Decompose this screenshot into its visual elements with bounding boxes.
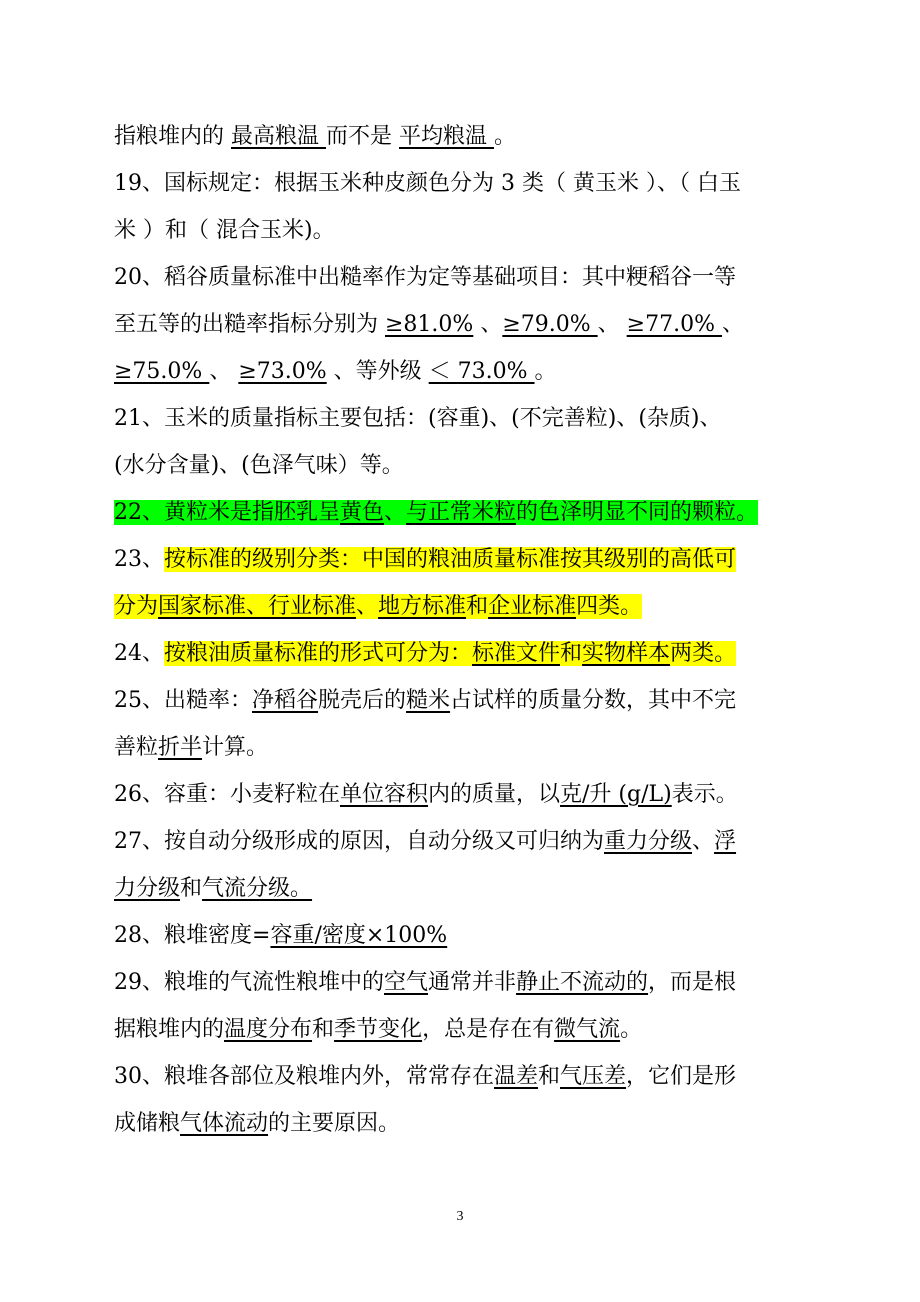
text-segment: 。 [494,124,517,149]
underlined-answer: 气流分级。 [202,876,313,901]
text-segment: 米 ）和（ 混合玉米)。 [114,218,335,243]
underlined-answer: ≥75.0% [114,359,210,384]
text-segment: 、 [597,312,627,337]
underlined-answer: 温差 [494,1064,539,1089]
highlighted-text: 的色泽明显不同的颗粒。 [516,500,759,525]
text-segment: 、 [692,829,715,854]
underlined-answer: ＜ 73.0% [428,359,535,384]
text-segment: 据粮堆内的 [114,1017,225,1042]
underlined-answer: 最高粮温 [231,124,326,149]
text-line [114,489,814,536]
text-segment: 21、玉米的质量指标主要包括：(容重)、(不完善粒)、(杂质)、 [114,406,722,431]
text-line [114,1053,814,1100]
text-segment: 25、出糙率： [114,688,252,713]
text-segment: ，它们是形 [626,1064,737,1089]
underlined-answer: ≥79.0% [502,312,598,337]
text-segment: 表示。 [671,782,738,807]
page-number: 3 [456,1209,464,1224]
text-line [114,536,814,583]
text-segment: 19、国标规定：根据玉米种皮颜色分为 3 类（ 黄玉米 ）、（ 白玉 [114,171,741,196]
text-line [114,959,814,1006]
underlined-answer: 容重/密度×100% [270,923,448,948]
text-line [114,912,814,959]
highlighted-text: 与正常米粒 [406,500,517,525]
text-line [114,1006,814,1053]
underlined-answer: ≥73.0% [238,359,327,384]
text-segment: 而不是 [326,124,399,149]
text-segment: 和 [180,876,203,901]
text-segment: 、 [473,312,503,337]
underlined-answer: 气体流动 [180,1111,269,1136]
highlighted-text: 分为 [114,594,159,619]
underlined-answer: 浮 [714,829,737,854]
text-segment: 和 [538,1064,561,1089]
underlined-answer: 气压差 [560,1064,627,1089]
text-segment: 成储粮 [114,1111,181,1136]
underlined-answer: 力分级 [114,876,181,901]
highlighted-text: 、 [384,500,407,525]
text-line [114,442,814,489]
underlined-answer: 重力分级 [604,829,693,854]
text-line [114,348,814,395]
text-segment: 29、粮堆的气流性粮堆中的 [114,970,384,995]
text-segment: 通常并非 [428,970,517,995]
text-segment: 善粒 [114,735,159,760]
text-line [114,583,814,630]
text-segment: 。 [620,1017,643,1042]
text-segment: 23、 [114,547,164,572]
text-segment: 脱壳后的 [318,688,407,713]
text-line [114,818,814,865]
text-line [114,160,814,207]
text-segment: 指粮堆内的 [114,124,231,149]
highlighted-text: 企业标准 [488,594,577,619]
highlighted-text: 国家标准、行业标准 [158,594,357,619]
text-segment: (水分含量)、(色泽气味）等。 [114,453,404,478]
highlighted-text: 按标准的级别分类：中国的粮油质量标准按其级别的高低可 [164,547,737,572]
underlined-answer: ≥81.0% [385,312,474,337]
text-line [114,865,814,912]
text-line [114,254,814,301]
text-segment: 和 [312,1017,335,1042]
highlighted-text: 地方标准 [378,594,467,619]
document-body [114,113,814,1147]
highlighted-text: 黄色 [340,500,385,525]
underlined-answer: 空气 [384,970,429,995]
text-segment: 至五等的出糙率指标分别为 [114,312,385,337]
underlined-answer: 净稻谷 [252,688,319,713]
highlighted-text: 标准文件 [472,641,561,666]
highlighted-text: 实物样本 [582,641,671,666]
text-segment: 27、按自动分级形成的原因，自动分级又可归纳为 [114,829,604,854]
text-segment: 。 [534,359,557,384]
text-line [114,630,814,677]
text-segment: 26、容重：小麦籽粒在 [114,782,340,807]
text-segment: ，而是根 [648,970,737,995]
highlighted-text: 、 [356,594,379,619]
highlighted-text: 按粮油质量标准的形式可分为： [164,641,473,666]
text-segment: 20、稻谷质量标准中出糙率作为定等基础项目：其中粳稻谷一等 [114,265,736,290]
text-segment: 24、 [114,641,164,666]
text-segment: ，总是存在有 [422,1017,555,1042]
underlined-answer: ≥77.0% [626,312,722,337]
text-segment: 、 [209,359,239,384]
underlined-answer: 平均粮温 [399,124,494,149]
text-line [114,724,814,771]
underlined-answer: 折半 [158,735,203,760]
text-line [114,113,814,160]
underlined-answer: 糙米 [406,688,451,713]
text-line [114,207,814,254]
highlighted-text: 22、黄粒米是指胚乳呈 [114,500,340,525]
highlighted-text: 和 [560,641,583,666]
highlighted-text: 两类。 [670,641,737,666]
text-segment: 占试样的质量分数，其中不完 [450,688,737,713]
text-segment: 内的质量，以 [428,782,561,807]
text-segment: 的主要原因。 [268,1111,401,1136]
underlined-answer: 微气流 [554,1017,621,1042]
text-segment: 、 [721,312,744,337]
text-segment: 、等外级 [326,359,429,384]
text-line [114,395,814,442]
text-line [114,677,814,724]
underlined-answer: 温度分布 [224,1017,313,1042]
text-segment: 计算。 [202,735,269,760]
text-line [114,301,814,348]
underlined-answer: 静止不流动的 [516,970,649,995]
text-line [114,771,814,818]
highlighted-text: 四类。 [576,594,643,619]
underlined-answer: 克/升 (g/L) [560,782,672,807]
text-segment: 30、粮堆各部位及粮堆内外，常常存在 [114,1064,494,1089]
underlined-answer: 单位容积 [340,782,429,807]
text-segment: 28、粮堆密度= [114,923,271,948]
underlined-answer: 季节变化 [334,1017,423,1042]
text-line [114,1100,814,1147]
highlighted-text: 和 [466,594,489,619]
